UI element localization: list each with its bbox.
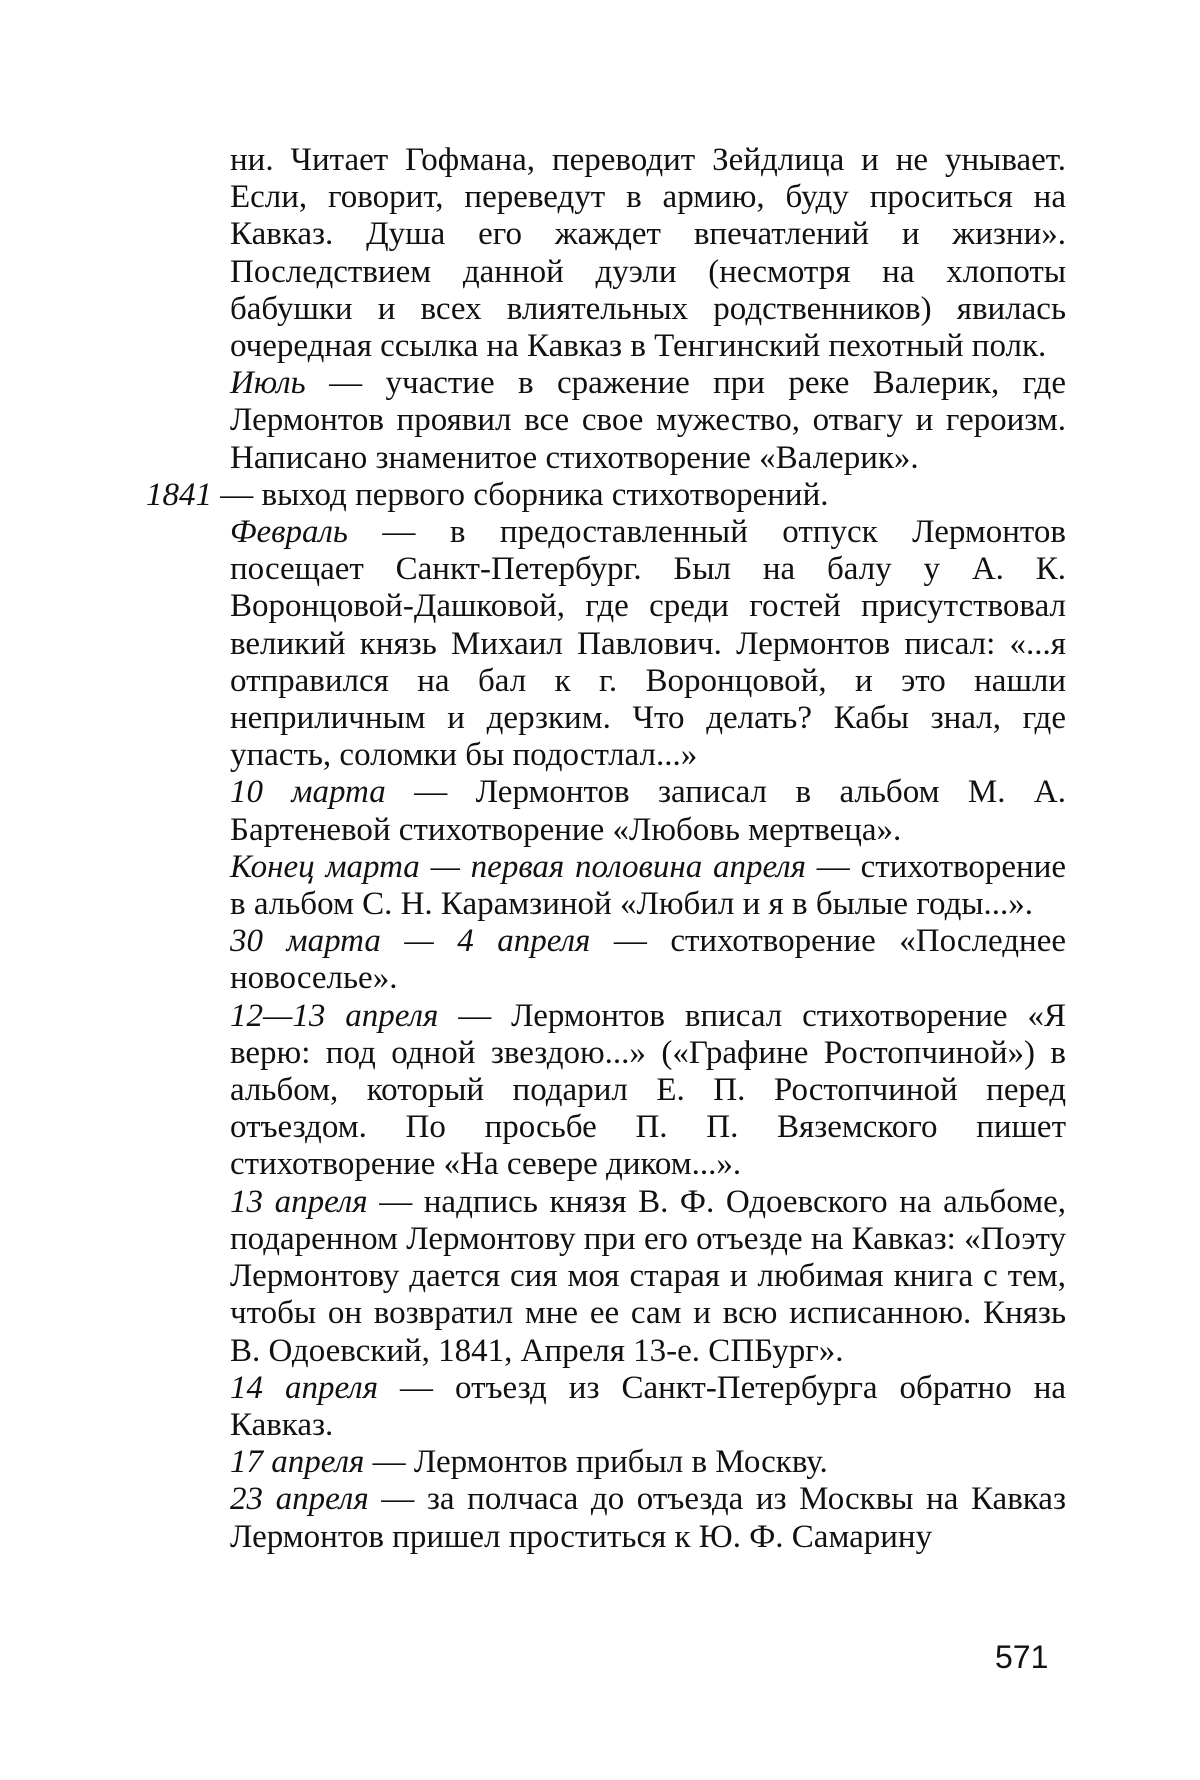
- entry-text: — в предоставленный отпуск Лермонтов посещает Санкт-Петербург. Был на балу у А. К. Воронцовой-Дашковой, где среди гостей присутствовал великий князь Михаил Павлович. Лермонтов писал: «...я отправился на бал к г. Воронцовой, и это нашли неприличным и дерзким. Что делать? Кабы знал, где упасть, соломки бы подостлал...»: [230, 514, 1066, 774]
- chronology-entry: [146, 774, 1066, 848]
- entry-date: Конец марта — первая половина апреля: [230, 848, 807, 885]
- entry-text: — за полчаса до отъезда из Москвы на Кавказ Лермонтов пришел проститься к Ю. Ф. Самарину: [230, 1481, 1066, 1555]
- chronology-entry: [146, 998, 1066, 1184]
- entry-date: 13 апреля: [230, 1183, 368, 1220]
- page-number: 571: [995, 1639, 1049, 1675]
- paragraph: [146, 142, 1066, 365]
- entry-date: Февраль: [230, 514, 348, 551]
- entry-text: — выход первого сборника стихотворений.: [212, 476, 829, 513]
- chronology-entry: [146, 1444, 1066, 1481]
- entry-date: 23 апреля: [230, 1481, 369, 1518]
- chronology-entry: [146, 849, 1066, 923]
- chronology-entry: [146, 923, 1066, 997]
- entry-text: — надпись князя В. Ф. Одоевского на альбоме, подаренном Лермонтову при его отъезде на Кавказ: «Поэту Лермонтову дается сия моя старая и любимая книга с тем, чтобы он возвратил мне ее сам и всю исписанною. Князь В. Одоевский, 1841, Апреля 13-е. СПБург».: [230, 1183, 1066, 1369]
- entry-text: — участие в сражение при реке Валерик, где Лермонтов проявил все свое мужество, отвагу и героизм. Написано знаменитое стихотворение «Валерик».: [230, 365, 1066, 476]
- entry-date: 14 апреля: [230, 1369, 379, 1406]
- chronology-entry: [146, 1481, 1066, 1555]
- entry-text: — Лермонтов вписал стихотворение «Я верю: под одной звездою...» («Графине Ростопчиной») в альбом, который подарил Е. П. Ростопчиной перед отъездом. По просьбе П. П. Вяземского пишет стихотворение «На севере диком...».: [230, 997, 1066, 1183]
- chronology-entry: [146, 1184, 1066, 1370]
- entry-date: Июль: [230, 365, 306, 402]
- chronology-entry: [146, 365, 1066, 477]
- entry-date: 10 марта: [230, 774, 386, 811]
- chronology-entry: [146, 514, 1066, 774]
- entry-text: — стихотворение «Последнее новоселье».: [230, 923, 1066, 997]
- entry-date: 12—13 апреля: [230, 997, 439, 1034]
- entry-year: 1841: [146, 476, 212, 513]
- entry-text: — стихотворение в альбом С. Н. Карамзиной «Любил и я в былые годы...».: [230, 848, 1066, 923]
- chronology-entry: [146, 1370, 1066, 1444]
- year-entry: [146, 477, 1066, 514]
- entry-text: — Лермонтов прибыл в Москву.: [364, 1444, 828, 1481]
- text-column: [146, 142, 1066, 1556]
- entry-text: — отъезд из Санкт-Петербурга обратно на Кавказ.: [230, 1369, 1066, 1443]
- entry-date: 30 марта — 4 апреля: [230, 923, 591, 960]
- entry-text: — Лермонтов записал в альбом М. А. Бартеневой стихотворение «Любовь мертвеца».: [230, 774, 1066, 848]
- entry-date: 17 апреля: [230, 1444, 365, 1481]
- paragraph-text: ни. Читает Гофмана, переводит Зейдлица и не унывает. Если, говорит, переведут в армию, буду проситься на Кавказ. Душа его жаждет впечатлений и жизни». Последствием данной дуэли (несмотря на хлопоты бабушки и всех влиятельных родственников) явилась очередная ссылка на Кавказ в Тенгинский пехотный полк.: [230, 142, 1066, 365]
